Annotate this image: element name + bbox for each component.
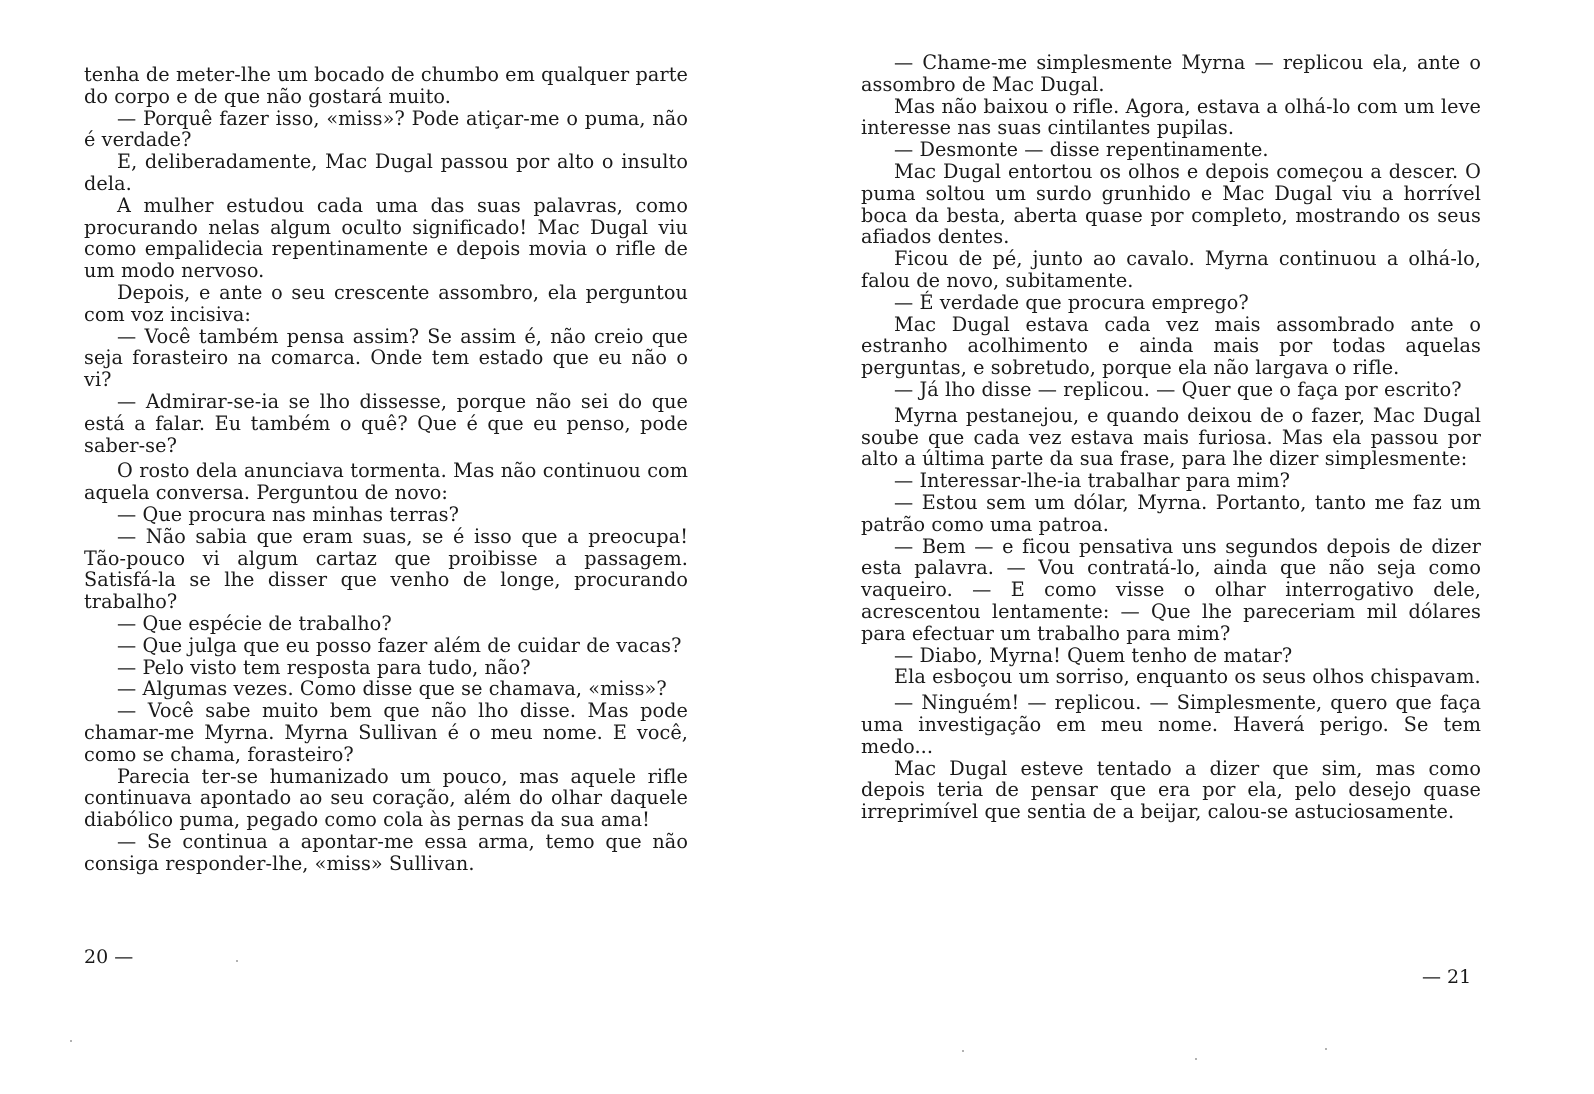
paragraph: — Ninguém! — replicou. — Simplesmente, quero que faça uma investigação em meu nome. Haverá perigo. Se tem medo... [861,691,1481,758]
paragraph: — Você sabe muito bem que não lho disse. Mas pode chamar-me Myrna. Myrna Sullivan é o meu nome. E você, como se chama, forasteiro? [84,699,688,766]
paragraph: — Chame-me simplesmente Myrna — replicou ela, ante o assombro de Mac Dugal. [861,51,1481,96]
paper-speck [1195,1058,1197,1060]
paragraph: — Estou sem um dólar, Myrna. Portanto, tanto me faz um patrão como uma patroa. [861,490,1481,536]
paragraph: — Interessar-lhe-ia trabalhar para mim? [894,469,1291,493]
paragraph: — É verdade que procura emprego? [894,290,1249,314]
paragraph: Mas não baixou o rifle. Agora, estava a olhá-lo com um leve interesse nas suas cintilantes pupilas. [861,94,1481,140]
paragraph: — Desmonte — disse repentinamente. [894,138,1269,162]
paragraph: — Porquê fazer isso, «miss»? Pode atiçar-me o puma, não é verdade? [84,106,688,152]
paragraph: — Que procura nas minhas terras? [117,502,460,526]
paragraph: — Diabo, Myrna! Quem tenho de matar? [894,643,1293,667]
right-page [800,0,1594,1094]
paragraph: O rosto dela anunciava tormenta. Mas não continuou com aquela conversa. Perguntou de novo: [84,459,688,505]
paper-speck [70,1040,72,1042]
paragraph: — Algumas vezes. Como disse que se chamava, «miss»? [117,677,667,701]
paragraph: E, deliberadamente, Mac Dugal passou por alto o insulto dela. [84,150,688,195]
paragraph: Depois, e ante o seu crescente assombro, ela perguntou com voz incisiva: [84,280,688,326]
paragraph: Parecia ter-se humanizado um pouco, mas aquele rifle continuava apontado ao seu coração, além do olhar daquele diabólico puma, pegado como cola às pernas da sua ama! [84,764,688,832]
paragraph: — Pelo visto tem resposta para tudo, não? [117,655,531,679]
paragraph: — Não sabia que eram suas, se é isso que a preocupa! Tão-pouco vi algum cartaz que proibisse a passagem. Satisfá-la se lhe disser que venho de longe, procurando trabalho? [84,524,688,614]
paper-speck [962,1050,964,1052]
left-page-text [84,64,688,874]
paragraph: — Já lho disse — replicou. — Quer que o faça por escrito? [894,377,1462,401]
left-page [0,0,780,1094]
paragraph: — Que julga que eu posso fazer além de cuidar de vacas? [117,633,682,657]
paragraph: tenha de meter-lhe um bocado de chumbo em qualquer parte do corpo e de que não gostará muito. [84,63,688,108]
paragraph: — Admirar-se-ia se lho dissesse, porque não sei do que está a falar. Eu também o quê? Que é que eu penso, pode saber-se? [84,389,688,457]
paper-speck [236,960,238,962]
paragraph: A mulher estudou cada uma das suas palavras, como procurando nelas algum oculto significado! Mac Dugal viu como empalidecia repentinamente e depois movia o rifle de um modo nervoso. [84,193,688,283]
paragraph: Ficou de pé, junto ao cavalo. Myrna continuou a olhá-lo, falou de novo, subitamente. [861,247,1481,292]
paragraph: Mac Dugal entortou os olhos e depois começou a descer. O puma soltou um surdo grunhido e Mac Dugal viu a horrível boca da besta, aberta quase por completo, mostrando os seus afiados dentes. [861,159,1481,249]
page-number: 20 — [84,946,134,968]
paragraph: Myrna pestanejou, e quando deixou de o fazer, Mac Dugal soube que cada vez estava mais furiosa. Mas ela passou por alto a última parte da sua frase, para lhe dizer simplesmente: [861,403,1481,471]
paragraph: Ela esboçou um sorriso, enquanto os seus olhos chispavam. [894,665,1481,689]
paper-speck [1325,1048,1327,1050]
paragraph: — Bem — e ficou pensativa uns segundos depois de dizer esta palavra. — Vou contratá-lo, ainda que não seja como vaqueiro. — E como visse o olhar interrogativo dele, acrescentou lentamente: — Que lhe pareceriam mil dólares para efectuar um trabalho para mim? [861,534,1481,645]
paragraph: — Você também pensa assim? Se assim é, não creio que seja forasteiro na comarca. Onde tem estado que eu não o vi? [84,324,688,392]
page-number: — 21 [1422,966,1472,988]
right-page-text [861,52,1481,823]
paragraph: — Que espécie de trabalho? [117,611,392,635]
paragraph: — Se continua a apontar-me essa arma, temo que não consiga responder-lhe, «miss» Sullivan. [84,829,688,875]
paragraph: Mac Dugal esteve tentado a dizer que sim, mas como depois teria de pensar que era por ela, pelo desejo quase irreprimível que sentia de a beijar, calou-se astuciosamente. [861,756,1481,824]
paragraph: Mac Dugal estava cada vez mais assombrado ante o estranho acolhimento e ainda mais por todas aquelas perguntas, e sobretudo, porque ela não largava o rifle. [861,312,1481,380]
